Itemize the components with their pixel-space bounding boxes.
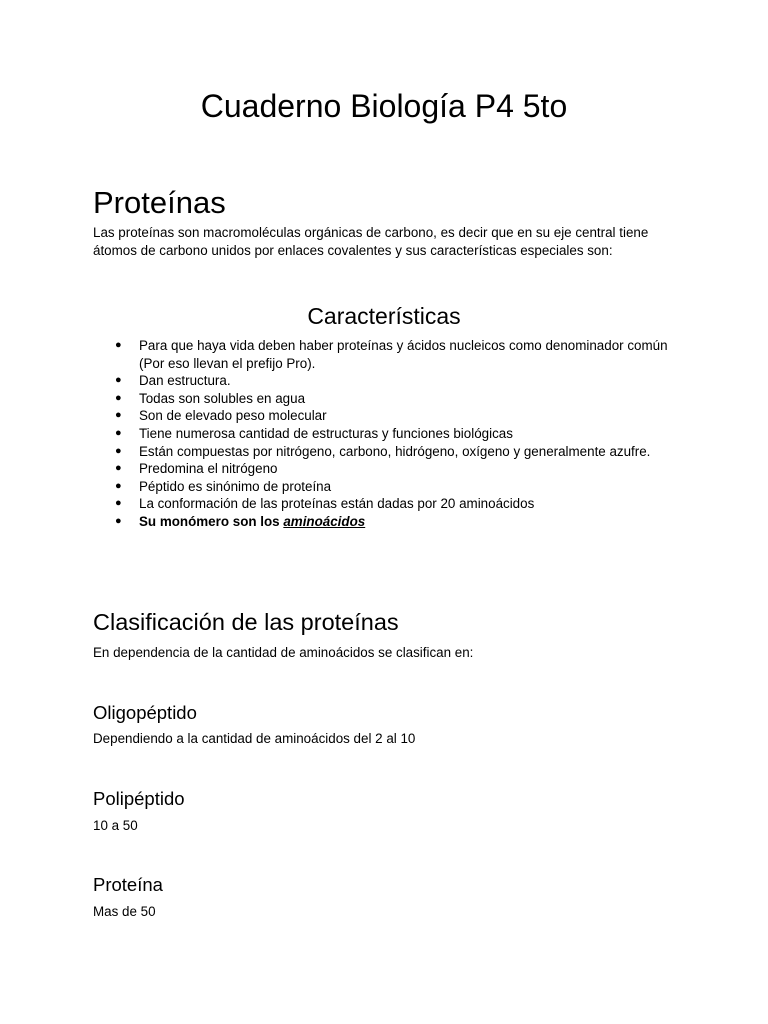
list-item-text: Tiene numerosa cantidad de estructuras y funciones biológicas [139, 425, 513, 441]
type-description-oligopeptido: Dependiendo a la cantidad de aminoácidos del 2 al 10 [93, 731, 416, 746]
bullet-icon: ● [115, 426, 122, 439]
classification-intro: En dependencia de la cantidad de aminoácidos se clasifican en: [93, 645, 474, 660]
characteristics-heading: Características [307, 303, 461, 329]
list-item [93, 425, 673, 443]
section-heading-proteinas: Proteínas [93, 185, 226, 220]
list-item-text: La conformación de las proteínas están dadas por 20 aminoácidos [139, 496, 535, 512]
characteristics-list [93, 337, 673, 531]
list-item [93, 495, 673, 513]
emphasis-aminoacidos: aminoácidos [283, 513, 366, 529]
type-heading-oligopeptido: Oligopéptido [93, 702, 197, 723]
list-item-text: Su monómero son los [139, 513, 284, 529]
list-item-text: Son de elevado peso molecular [139, 408, 327, 424]
list-item-text: Están compuestas por nitrógeno, carbono, hidrógeno, oxígeno y generalmente azufre. [139, 443, 651, 459]
bullet-icon: ● [115, 497, 122, 510]
list-item [93, 337, 673, 372]
bullet-icon: ● [115, 514, 122, 527]
list-item [93, 478, 673, 496]
intro-paragraph: Las proteínas son macromoléculas orgánicas de carbono, es decir que en su eje central tiene átomos de carbono unidos por enlaces covalentes y sus características especiales son: [93, 225, 649, 258]
type-heading-proteina: Proteína [93, 874, 163, 895]
list-item-text: Péptido es sinónimo de proteína [139, 478, 332, 494]
list-item [93, 460, 673, 478]
bullet-icon: ● [115, 339, 122, 351]
document-title: Cuaderno Biología P4 5to [200, 88, 568, 124]
type-heading-polipeptido: Polipéptido [93, 788, 185, 809]
list-item [93, 407, 673, 425]
list-item-monomer [93, 513, 673, 531]
list-item-text: Predomina el nitrógeno [139, 461, 278, 477]
bullet-icon: ● [115, 462, 122, 475]
type-description-proteina: Mas de 50 [93, 904, 156, 919]
bullet-icon: ● [115, 374, 122, 387]
classification-heading: Clasificación de las proteínas [93, 609, 399, 635]
list-item [93, 372, 673, 390]
list-item-text: Para que haya vida deben haber proteínas y ácidos nucleicos como denominador común (Por eso llevan el prefijo Pro). [139, 338, 668, 371]
list-item-text: Dan estructura. [139, 373, 231, 389]
bullet-icon: ● [115, 391, 122, 404]
list-item [93, 443, 673, 461]
bullet-icon: ● [115, 479, 122, 492]
bullet-icon: ● [115, 409, 122, 422]
bullet-icon: ● [115, 444, 122, 457]
list-item [93, 390, 673, 408]
list-item-text: Todas son solubles en agua [139, 390, 306, 406]
type-description-polipeptido: 10 a 50 [93, 818, 138, 833]
